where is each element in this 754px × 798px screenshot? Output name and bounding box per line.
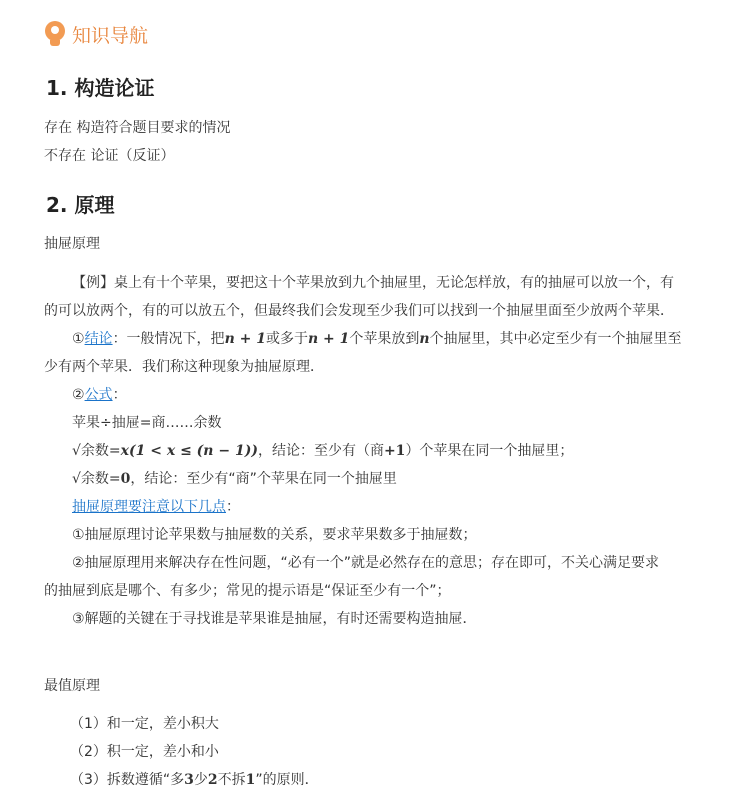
note-2-line-2: 的抽屉到底是哪个、有多少；常见的提示语是“保证至少有一个”；: [44, 583, 451, 599]
sub-pigeonhole: 抽屉原理: [44, 236, 100, 252]
remainder-zero-line: [72, 468, 397, 488]
note-3: ③解题的关键在于寻找谁是苹果谁是抽屉，有时还需要构造抽屉．: [72, 611, 477, 627]
heading-principle: 2. 原理: [46, 193, 115, 217]
remainder-x-math-2: +1: [383, 443, 406, 459]
remainder-zero-math: 0: [120, 471, 131, 487]
conclusion-math-1: n + 1: [224, 331, 266, 347]
conclusion-line-2: 少有两个苹果．我们称这种现象为抽屉原理．: [44, 359, 324, 375]
formula-prefix: ②: [72, 387, 85, 403]
notes-colon: ：: [226, 499, 240, 515]
remainder-x-text-2: ，结论：至少有（商: [257, 443, 384, 459]
extremum-item-3-text-1: （3）拆数遵循“多: [70, 772, 185, 788]
header-title: 知识导航: [72, 24, 149, 47]
extremum-item-3-text-3: 不拆: [217, 772, 246, 788]
extremum-item-3-text-2: 少: [193, 772, 208, 788]
remainder-x-text-3: ）个苹果在同一个抽屉里；: [405, 443, 574, 459]
example-line-2: 的可以放两个，有的可以放五个，但最终我们会发现至少我们可以找到一个抽屉里面至少放两个苹果．: [44, 303, 674, 319]
extremum-item-3-math-3: 1: [245, 772, 256, 788]
notes-link[interactable]: 抽屉原理要注意以下几点: [72, 499, 226, 515]
extremum-item-3-math-1: 3: [184, 772, 194, 788]
sub-extremum: 最值原理: [44, 678, 100, 694]
section-header: [44, 18, 148, 50]
remainder-zero-text-2: ，结论：至少有“商”个苹果在同一个抽屉里: [130, 471, 397, 487]
extremum-item-1: （1）和一定，差小积大: [70, 716, 219, 732]
remainder-x-line: [72, 440, 573, 460]
note-1: ①抽屉原理讨论苹果数与抽屉数的关系，要求苹果数多于抽屉数；: [72, 527, 477, 543]
conclusion-text-2: 或多于: [265, 331, 308, 347]
example-line-1: 【例】桌上有十个苹果，要把这十个苹果放到九个抽屉里，无论怎样放，有的抽屉可以放一个，有: [72, 275, 674, 291]
conclusion-text-1: ：一般情况下，把: [112, 331, 225, 347]
conclusion-math-3: n: [419, 331, 430, 347]
extremum-item-3: [70, 769, 319, 789]
line-not-exists: 不存在 论证（反证）: [44, 148, 175, 164]
conclusion-prefix: ①: [72, 331, 85, 347]
apple-formula: 苹果÷抽屉=商……余数: [72, 415, 222, 431]
extremum-item-3-text-4: ”的原则．: [255, 772, 319, 788]
extremum-item-2: （2）积一定，差小和小: [70, 744, 219, 760]
heading-construct-proof: 1. 构造论证: [46, 76, 155, 100]
notes-line: [72, 496, 240, 516]
formula-link[interactable]: 公式: [84, 387, 113, 403]
note-2-line-1: ②抽屉原理用来解决存在性问题，“必有一个”就是必然存在的意思；存在即可，不关心满足要求: [72, 555, 660, 571]
lightbulb-icon: [44, 21, 66, 47]
formula-line: [72, 384, 127, 404]
remainder-x-math-1: x(1 < x ≤ (n − 1)): [120, 443, 258, 459]
conclusion-text-4: 个抽屉里，其中必定至少有一个抽屉里至: [429, 331, 682, 347]
remainder-zero-text-1: √余数=: [72, 471, 121, 487]
conclusion-link[interactable]: 结论: [84, 331, 113, 347]
conclusion-line-1: [72, 328, 682, 348]
formula-colon: ：: [112, 387, 127, 403]
line-exists: 存在 构造符合题目要求的情况: [44, 120, 231, 136]
conclusion-math-2: n + 1: [307, 331, 350, 347]
remainder-x-text-1: √余数=: [72, 443, 121, 459]
conclusion-text-3: 个苹果放到: [349, 331, 420, 347]
extremum-item-3-math-2: 2: [207, 772, 218, 788]
